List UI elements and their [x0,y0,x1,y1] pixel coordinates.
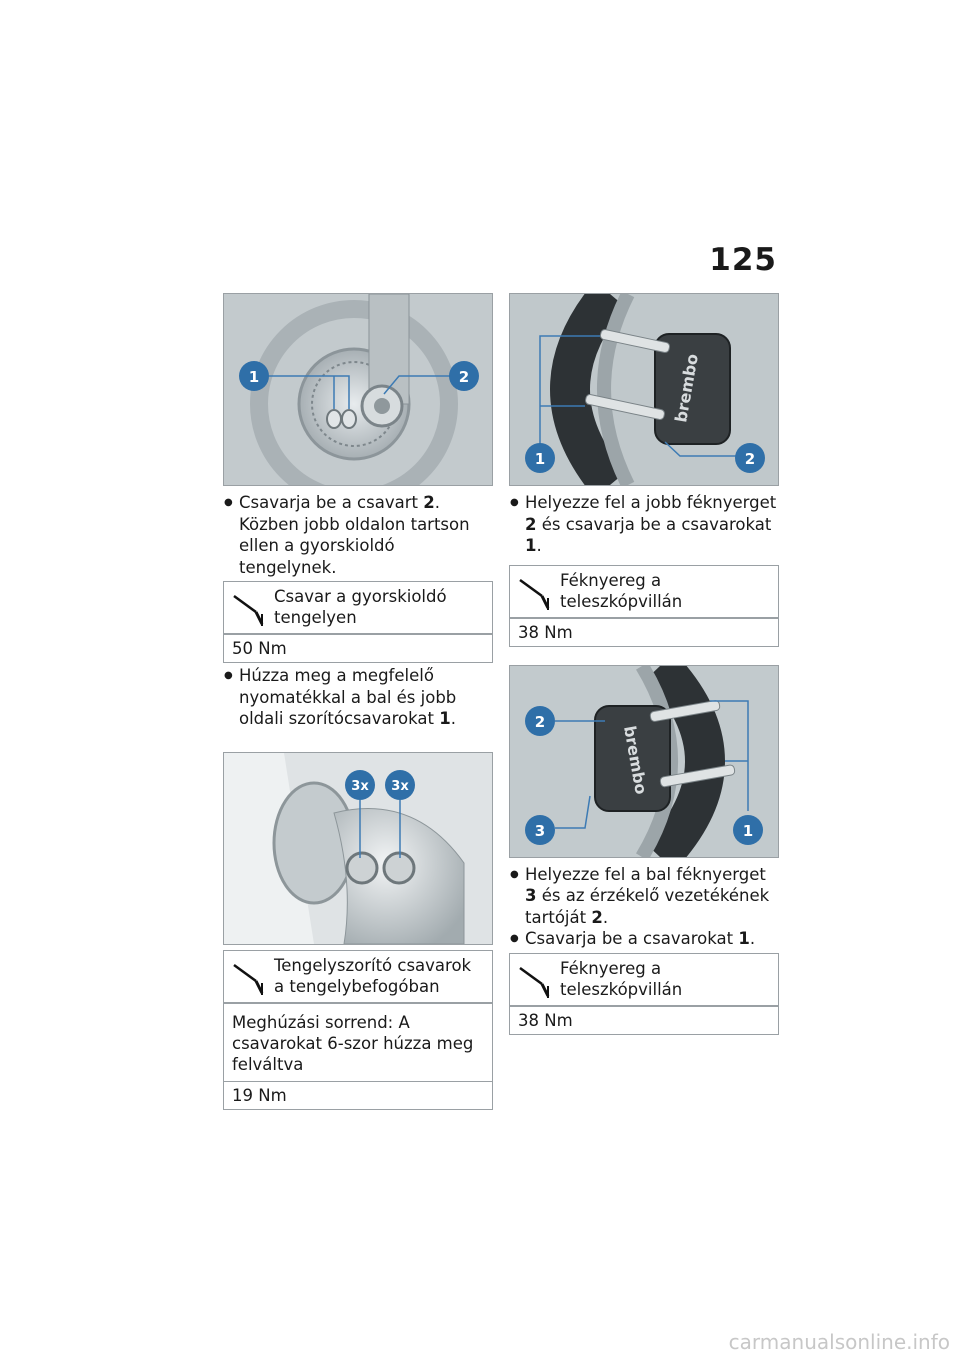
caliper-brand: brembo [620,723,651,796]
torque-wrench-icon [518,964,552,1000]
torque-title: Féknyereg a teleszkópvillán [560,570,683,611]
left-column [223,293,493,1110]
torque-title: Tengelyszorító csavarok a tengelybefogóban [274,955,472,996]
torque-wrench-icon [518,576,552,612]
svg-text:3x: 3x [391,778,409,794]
callout-3x-left [345,770,375,800]
callout-1 [239,361,269,391]
callout-1 [525,443,555,473]
callout-2 [449,361,479,391]
right-caliper-illustration [510,294,778,485]
step-tighten-bolt: ● Csavarja be a csavart 2. Közben jobb oldalon tartson ellen a gyorskioldó tengelynek. [223,492,493,578]
step-screw-in-bolts: ● Csavarja be a csavarokat 1. [509,928,779,950]
watermark: carmanualsonline.info [728,1330,950,1354]
torque-title: Csavar a gyorskioldó tengelyen [274,587,447,627]
torque-value: 38 Nm [510,618,778,646]
right-column [509,293,779,1035]
torque-spec-clamp-bolts [223,950,493,1110]
axle-illustration [224,294,492,485]
torque-spec-left-caliper [509,953,779,1035]
figure-right-caliper [509,293,779,486]
torque-value: 38 Nm [510,1006,778,1034]
step-fit-right-caliper: ● Helyezze fel a jobb féknyerget 2 és csavarja be a csavarokat 1. [509,492,779,557]
callout-1 [733,815,763,845]
torque-value: 50 Nm [224,634,492,662]
svg-text:3x: 3x [351,778,369,794]
page-number: 125 [709,242,777,278]
torque-wrench-icon [232,961,266,997]
torque-wrench-icon [232,592,266,628]
figure-clamp-bolts [223,752,493,945]
caliper-brand: brembo [671,352,702,424]
svg-text:1: 1 [742,821,754,840]
left-caliper-illustration [510,666,778,857]
svg-text:3: 3 [534,821,546,840]
figure-left-caliper [509,665,779,858]
callout-2 [525,706,555,736]
callout-3 [525,815,555,845]
svg-text:1: 1 [248,368,260,386]
torque-spec-quick-release-axle [223,581,493,663]
callout-3x-right [385,770,415,800]
torque-value: 19 Nm [224,1081,492,1109]
step-tighten-clamp-bolts: ● Húzza meg a megfelelő nyomatékkal a bal és jobb oldali szorítócsavarokat 1. [223,665,493,730]
torque-note: Meghúzási sorrend: A csavarokat 6-szor húzza meg felváltva [224,1003,492,1081]
step-fit-left-caliper: ● Helyezze fel a bal féknyerget 3 és az érzékelő vezetékének tartóját 2. [509,864,779,929]
figure-axle-clamp [223,293,493,486]
svg-text:2: 2 [744,450,756,468]
svg-text:1: 1 [534,450,546,468]
svg-text:2: 2 [534,712,546,731]
clamp-illustration [224,753,492,944]
torque-title: Féknyereg a teleszkópvillán [560,958,683,999]
svg-text:2: 2 [458,368,470,386]
torque-spec-right-caliper [509,565,779,647]
callout-2 [735,443,765,473]
